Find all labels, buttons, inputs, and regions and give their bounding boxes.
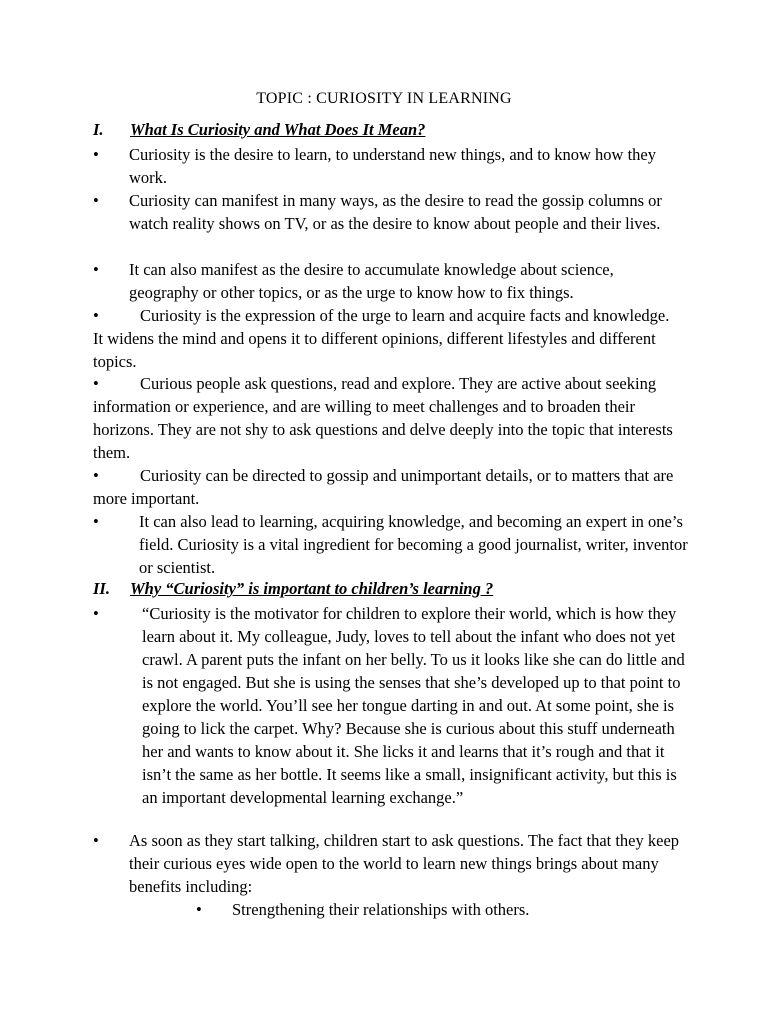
list-item-text: It can also manifest as the desire to accumulate knowledge about science, geography or other topics, or as the urge to know how to fix things. bbox=[129, 260, 614, 302]
list-item-text: Strengthening their relationships with others. bbox=[232, 900, 530, 919]
section-heading-text: What Is Curiosity and What Does It Mean? bbox=[130, 120, 426, 139]
bullet-icon: • bbox=[93, 191, 99, 210]
section-number: I. bbox=[93, 120, 104, 139]
bullet-icon: • bbox=[93, 145, 99, 164]
bullet-icon: • bbox=[93, 260, 99, 279]
list-item bbox=[93, 464, 683, 510]
list-item-text: Curiosity can manifest in many ways, as the desire to read the gossip columns or watch reality shows on TV, or as the desire to know about people and their lives. bbox=[129, 191, 662, 233]
list-item bbox=[93, 258, 683, 304]
bullet-icon: • bbox=[196, 900, 202, 919]
bullet-icon: • bbox=[93, 512, 99, 531]
document-title: TOPIC : CURIOSITY IN LEARNING bbox=[256, 90, 512, 107]
bullet-icon: • bbox=[93, 306, 99, 325]
bullet-icon: • bbox=[93, 831, 99, 850]
list-item-text: Curiosity is the expression of the urge to learn and acquire facts and knowledge. It widens the mind and opens it to different opinions, different lifestyles and different topics. bbox=[93, 306, 670, 371]
bullet-icon: • bbox=[93, 604, 99, 623]
section-heading-text: Why “Curiosity” is important to children’s learning ? bbox=[130, 579, 494, 598]
list-item-text: Curiosity is the desire to learn, to understand new things, and to know how they work. bbox=[129, 145, 657, 187]
list-item bbox=[93, 304, 683, 373]
list-item-text: Curious people ask questions, read and explore. They are active about seeking information or experience, and are willing to meet challenges and to broaden their horizons. They are not shy to ask questions and delve deeply into the topic that interests them. bbox=[93, 374, 673, 462]
sub-list-item bbox=[196, 898, 676, 921]
list-item-text: As soon as they start talking, children start to ask questions. The fact that they keep their curious eyes wide open to the world to learn new things brings about many benefits including: bbox=[129, 831, 680, 896]
list-item-text: “Curiosity is the motivator for children to explore their world, which is how they learn about it. My colleague, Judy, loves to tell about the infant who does not yet crawl. A parent puts the infant on her belly. To us it looks like she can do little and is not engaged. But she is using the senses that she’s developed up to that point to explore the world. You’ll see her tongue darting in and out. At some point, she is going to lick the carpet. Why? Because she is curious about this stuff underneath her and wants to know about it. She licks it and learns that it’s rough and that it isn’t the same as her bottle. It seems like a small, insignificant activity, but this is an important developmental learning exchange.” bbox=[142, 604, 685, 807]
list-item-text: Curiosity can be directed to gossip and unimportant details, or to matters that are more important. bbox=[93, 466, 674, 508]
bullet-icon: • bbox=[93, 374, 99, 393]
list-item bbox=[93, 829, 683, 898]
section-number: II. bbox=[93, 579, 110, 598]
list-item bbox=[93, 189, 683, 235]
list-item bbox=[93, 602, 693, 809]
list-item bbox=[93, 143, 683, 189]
bullet-icon: • bbox=[93, 466, 99, 485]
list-item bbox=[93, 510, 693, 579]
list-item-text: It can also lead to learning, acquiring knowledge, and becoming an expert in one’s field. Curiosity is a vital ingredient for becoming a good journalist, writer, inventor or scientist. bbox=[139, 512, 688, 577]
list-item bbox=[93, 372, 683, 464]
section-heading-2 bbox=[93, 579, 493, 599]
section-heading-1 bbox=[93, 120, 425, 140]
